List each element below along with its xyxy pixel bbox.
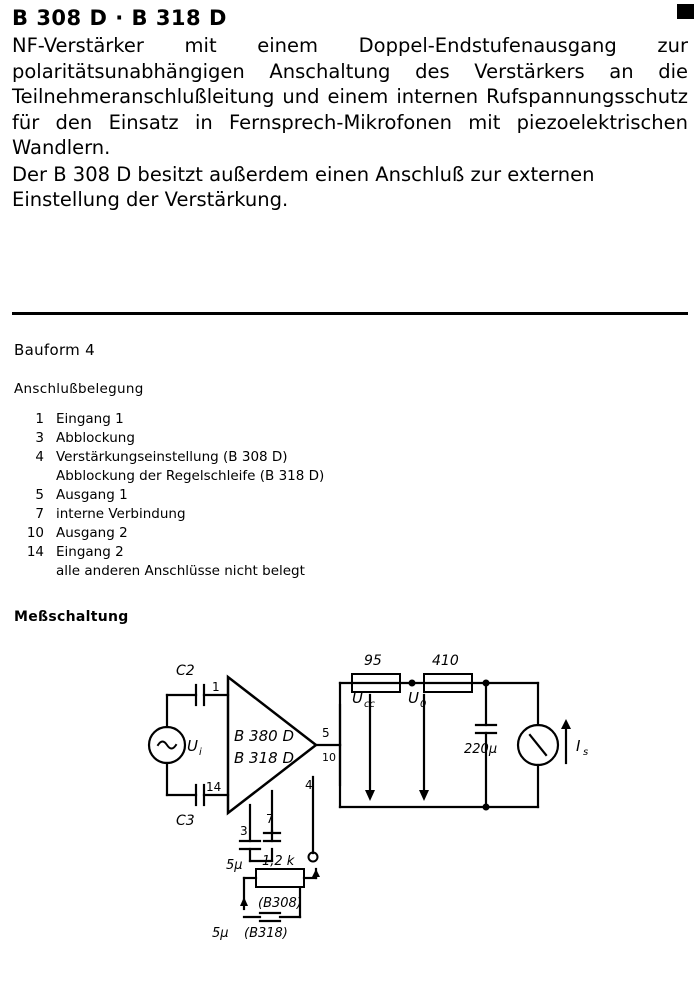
pin-number: 14 — [26, 544, 44, 560]
pin-number: 10 — [26, 525, 44, 541]
pin-label: Ausgang 1 — [56, 487, 128, 503]
label-r410: 410 — [432, 653, 459, 669]
pin-label: Abblockung — [56, 430, 135, 446]
pin-sublabel: Abblockung der Regelschleife (B 318 D) — [56, 468, 325, 484]
label-ucc-sub: cc — [364, 699, 375, 710]
pin-number: 5 — [35, 487, 44, 503]
list-item — [18, 486, 518, 505]
pin-number: 7 — [35, 506, 44, 522]
black-square-icon — [677, 4, 694, 19]
label-c3: C3 — [176, 813, 195, 829]
label-amp-line2: B 318 D — [234, 749, 295, 767]
label-is-sub: s — [583, 747, 589, 758]
bauform-label: Bauform 4 — [14, 341, 95, 359]
circuit-title: Meßschaltung — [14, 609, 129, 625]
label-uo-sub: 0 — [420, 699, 427, 710]
label-pin-1: 1 — [212, 680, 220, 694]
label-pin-14: 14 — [206, 780, 222, 794]
pin-label: Eingang 1 — [56, 411, 124, 427]
label-cap-5u-left: 5µ — [226, 858, 243, 873]
label-r95: 95 — [364, 653, 382, 669]
list-item — [18, 524, 518, 543]
label-pin-5: 5 — [322, 726, 330, 740]
label-b308: (B308) — [258, 896, 302, 911]
pin-number: 4 — [35, 449, 44, 465]
pin-number: 3 — [35, 430, 44, 446]
label-cap-5u-bottom: 5µ — [212, 926, 229, 941]
page-title: B 308 D · B 318 D — [12, 6, 227, 30]
intro-paragraph-2: Der B 308 D besitzt außerdem einen Anschluß zur externen Einstellung der Verstärkung. — [12, 162, 595, 211]
pin-number: 1 — [35, 411, 44, 427]
list-item — [18, 448, 518, 467]
pinout-title: Anschlußbelegung — [14, 381, 144, 397]
label-cap-220u: 220µ — [464, 742, 498, 757]
label-b318: (B318) — [244, 926, 288, 941]
label-pin-7: 7 — [266, 812, 274, 826]
label-ucc: U — [352, 689, 363, 707]
label-ui: U — [187, 737, 198, 755]
pinout-list — [18, 410, 518, 581]
pin-label: Verstärkungseinstellung (B 308 D) — [56, 449, 288, 465]
intro-paragraph-1: NF-Verstärker mit einem Doppel-Endstufenausgang zur polaritätsunabhängigen Anschaltung des Verstärkers an die Teilnehmeranschlußleitung und einem internen Rufspannungsschutz für den Einsatz in Fernsprech-Mikrofonen mit piezoelektrischen Wandlern. — [12, 34, 688, 159]
list-item — [18, 410, 518, 429]
list-item — [18, 543, 518, 562]
pin-label: Ausgang 2 — [56, 525, 128, 541]
list-item — [18, 505, 518, 524]
label-uo: U — [408, 689, 419, 707]
pin-sublabel: alle anderen Anschlüsse nicht belegt — [56, 563, 305, 579]
measurement-circuit-diagram — [0, 645, 700, 975]
label-is: I — [576, 737, 581, 755]
intro-text — [12, 33, 688, 213]
pin-label: interne Verbindung — [56, 506, 186, 522]
pin-label: Eingang 2 — [56, 544, 124, 560]
horizontal-divider — [12, 312, 688, 315]
label-amp-line1: B 380 D — [234, 727, 295, 745]
label-pin-3: 3 — [240, 824, 248, 838]
label-pin-10: 10 — [322, 751, 336, 764]
label-r-12k: 1,2 k — [262, 854, 295, 869]
list-item — [18, 429, 518, 448]
title-row — [12, 6, 688, 32]
label-pin-4: 4 — [305, 778, 313, 792]
label-c2: C2 — [176, 663, 195, 679]
label-ui-sub: i — [199, 747, 202, 758]
